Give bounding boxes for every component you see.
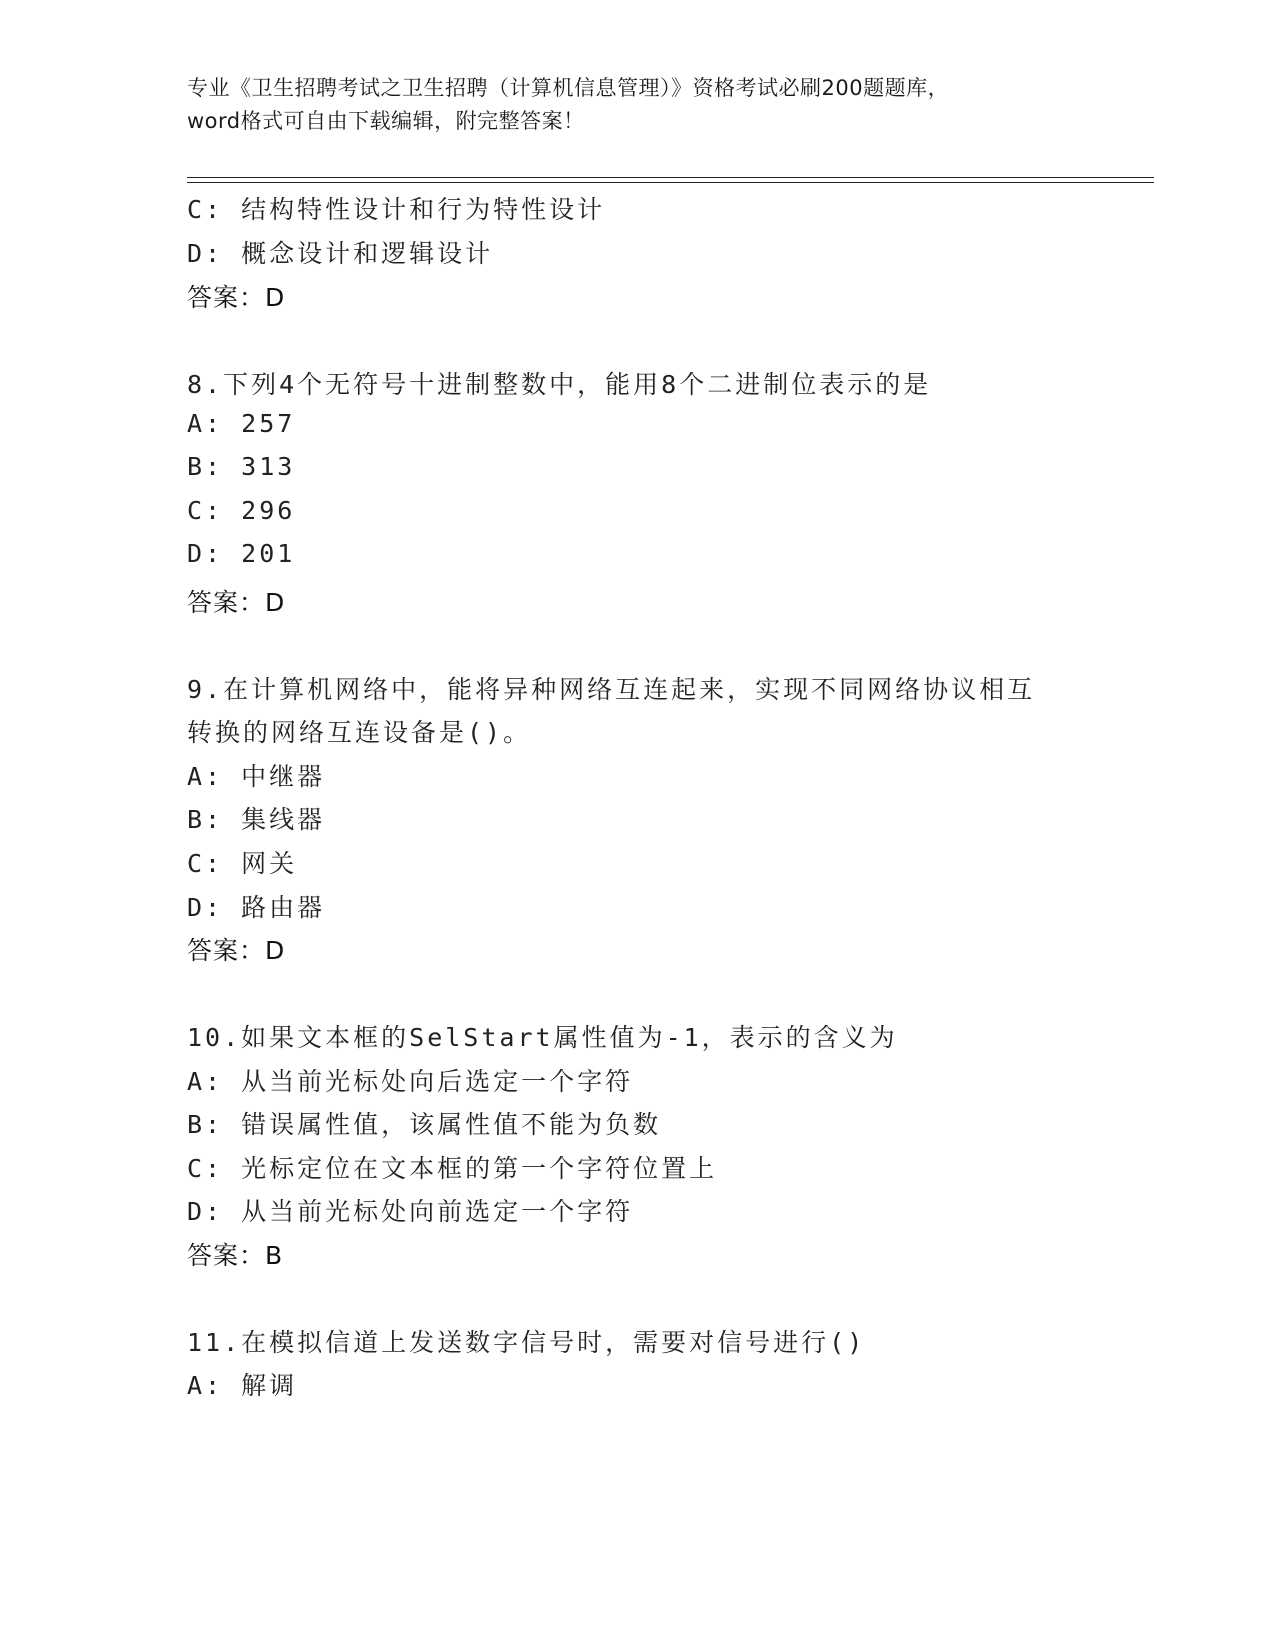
q9-option-d: D: 路由器 [187,893,326,922]
q8-stem: 8.下列4个无符号十进制整数中，能用8个二进制位表示的是 [187,370,932,399]
header-title-line2: word格式可自由下载编辑，附完整答案！ [187,109,585,133]
q10-option-c: C: 光标定位在文本框的第一个字符位置上 [187,1154,718,1183]
q7-option-d: D: 概念设计和逻辑设计 [187,239,494,268]
header-divider-bottom [187,182,1154,183]
q8-answer: 答案：D [187,588,286,617]
q9-answer: 答案：D [187,936,286,965]
document-header [187,72,1087,138]
q9-stem-line1: 9.在计算机网络中，能将异种网络互连起来，实现不同网络协议相互 [187,675,1036,704]
q7-answer: 答案：D [187,283,286,312]
q9-option-b: B: 集线器 [187,805,326,834]
header-title-line1: 专业《卫生招聘考试之卫生招聘（计算机信息管理）》资格考试必刷200题题库， [187,76,950,100]
q10-answer: 答案：B [187,1241,284,1270]
q11-stem: 11.在模拟信道上发送数字信号时，需要对信号进行() [187,1328,866,1357]
q9-option-a: A: 中继器 [187,762,326,791]
q8-option-d: D: 201 [187,539,296,568]
q8-option-a: A: 257 [187,409,296,438]
q11-option-a: A: 解调 [187,1371,298,1400]
q8-option-b: B: 313 [187,452,296,481]
q8-option-c: C: 296 [187,496,296,525]
q10-stem: 10.如果文本框的SelStart属性值为-1，表示的含义为 [187,1023,898,1052]
q10-option-a: A: 从当前光标处向后选定一个字符 [187,1067,634,1096]
q7-option-c: C: 结构特性设计和行为特性设计 [187,195,606,224]
q10-option-d: D: 从当前光标处向前选定一个字符 [187,1197,634,1226]
q10-option-b: B: 错误属性值，该属性值不能为负数 [187,1110,662,1139]
q9-stem-line2: 转换的网络互连设备是()。 [187,718,532,747]
q9-option-c: C: 网关 [187,849,298,878]
header-divider-top [187,177,1154,178]
